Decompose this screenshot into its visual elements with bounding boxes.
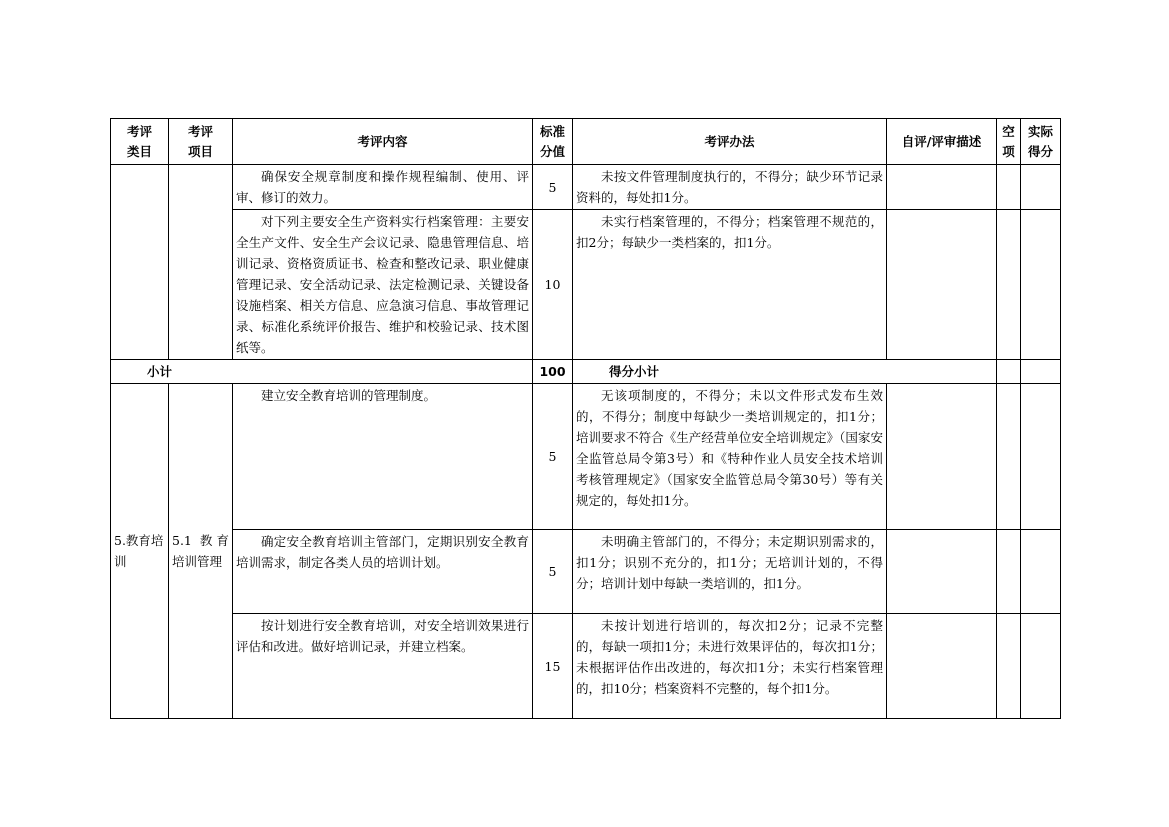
score-cell: 10 <box>533 210 573 360</box>
self-assessment-cell[interactable] <box>887 530 997 614</box>
header-row <box>111 119 1061 165</box>
score-cell: 15 <box>533 614 573 719</box>
score-cell: 5 <box>533 384 573 530</box>
actual-score-cell[interactable] <box>1021 210 1061 360</box>
actual-score-cell[interactable] <box>1021 384 1061 530</box>
self-assessment-cell[interactable] <box>887 384 997 530</box>
method-cell: 未实行档案管理的，不得分；档案管理不规范的，扣2分；每缺少一类档案的，扣1分。 <box>573 210 887 360</box>
subtotal-score: 100 <box>533 360 573 384</box>
empty-item-cell[interactable] <box>997 384 1021 530</box>
score-cell: 5 <box>533 530 573 614</box>
empty-item-cell[interactable] <box>997 165 1021 210</box>
method-cell: 未按计划进行培训的，每次扣2分；记录不完整的，每缺一项扣1分；未进行效果评估的，每次扣1分；未根据评估作出改进的，每次扣1分；未实行档案管理的，扣10分；档案资料不完整的，每个扣1分。 <box>573 614 887 719</box>
subtotal-method-label: 得分小计 <box>573 360 997 384</box>
header-score: 标准 分值 <box>533 119 573 165</box>
method-cell: 未明确主管部门的，不得分；未定期识别需求的，扣1分；识别不充分的，扣1分；无培训计划的，不得分；培训计划中每缺一类培训的，扣1分。 <box>573 530 887 614</box>
method-cell: 未按文件管理制度执行的，不得分；缺少环节记录资料的，每处扣1分。 <box>573 165 887 210</box>
actual-score-cell[interactable] <box>1021 165 1061 210</box>
subtotal-label: 小计 <box>111 360 533 384</box>
empty-item-cell[interactable] <box>997 530 1021 614</box>
header-content: 考评内容 <box>233 119 533 165</box>
table-row <box>111 210 1061 360</box>
actual-score-cell[interactable] <box>1021 530 1061 614</box>
empty-item-cell[interactable] <box>997 210 1021 360</box>
subtotal-row <box>111 360 1061 384</box>
header-actual-score: 实际 得分 <box>1021 119 1061 165</box>
header-empty-item: 空 项 <box>997 119 1021 165</box>
content-cell: 建立安全教育培训的管理制度。 <box>233 384 533 530</box>
item-cell: 5.1 教育培训管理 <box>169 384 233 719</box>
category-cell: 5.教育培训 <box>111 384 169 719</box>
self-assessment-cell[interactable] <box>887 210 997 360</box>
table-row <box>111 530 1061 614</box>
content-cell: 确保安全规章制度和操作规程编制、使用、评审、修订的效力。 <box>233 165 533 210</box>
header-self-assessment: 自评/评审描述 <box>887 119 997 165</box>
table-row <box>111 165 1061 210</box>
content-cell: 对下列主要安全生产资料实行档案管理：主要安全生产文件、安全生产会议记录、隐患管理信息、培训记录、资格资质证书、检查和整改记录、职业健康管理记录、安全活动记录、法定检测记录、关键设备设施档案、相关方信息、应急演习信息、事故管理记录、标准化系统评价报告、维护和校验记录、技术图纸等。 <box>233 210 533 360</box>
content-cell: 按计划进行安全教育培训，对安全培训效果进行评估和改进。做好培训记录，并建立档案。 <box>233 614 533 719</box>
category-cell-blank <box>111 165 169 360</box>
header-category: 考评 类目 <box>111 119 169 165</box>
method-cell: 无该项制度的，不得分；未以文件形式发布生效的，不得分；制度中每缺少一类培训规定的，扣1分；培训要求不符合《生产经营单位安全培训规定》（国家安全监管总局令第3号）和《特种作业人员安全技术培训考核管理规定》（国家安全监管总局令第30号）等有关规定的，每处扣1分。 <box>573 384 887 530</box>
self-assessment-cell[interactable] <box>887 614 997 719</box>
actual-score-cell[interactable] <box>1021 360 1061 384</box>
actual-score-cell[interactable] <box>1021 614 1061 719</box>
empty-item-cell[interactable] <box>997 360 1021 384</box>
table-row <box>111 614 1061 719</box>
score-cell: 5 <box>533 165 573 210</box>
empty-item-cell[interactable] <box>997 614 1021 719</box>
header-item: 考评 项目 <box>169 119 233 165</box>
table-row <box>111 384 1061 530</box>
header-method: 考评办法 <box>573 119 887 165</box>
content-cell: 确定安全教育培训主管部门，定期识别安全教育培训需求，制定各类人员的培训计划。 <box>233 530 533 614</box>
evaluation-table <box>110 118 1061 719</box>
item-cell-blank <box>169 165 233 360</box>
self-assessment-cell[interactable] <box>887 165 997 210</box>
